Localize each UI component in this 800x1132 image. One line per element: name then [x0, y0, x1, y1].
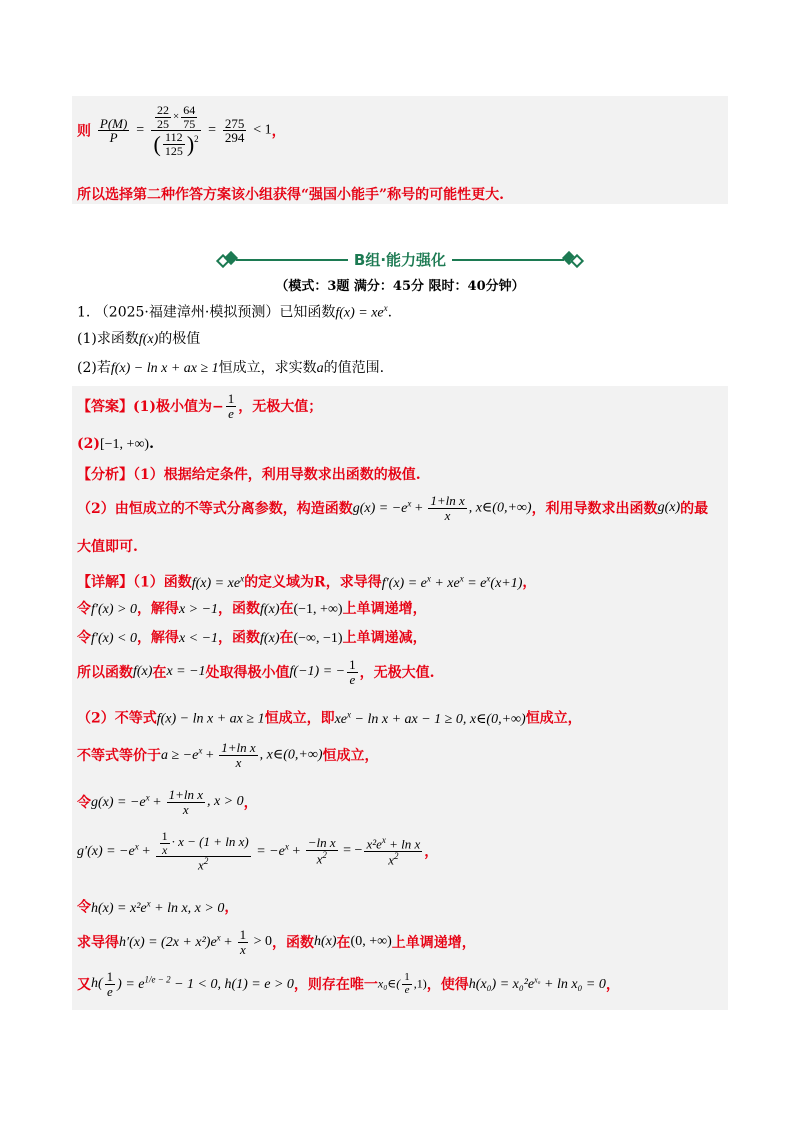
analysis-line-1: 【分析】（1）根据给定条件，利用导数求出函数的极值.	[77, 467, 421, 483]
conclusion-text: 所以选择第二种作答方案该小组获得“强国小能手”称号的可能性更大.	[77, 187, 504, 203]
minimum-line: 所以函数f(x)在x = −1处取得极小值f(−1) = − $\frac{1}{e}$ ，无极大值.	[77, 657, 435, 687]
answer-line-2: (2)[−1, +∞).	[77, 436, 154, 452]
section-banner	[218, 250, 582, 270]
detail-line-1: 【详解】（1）函数$f(x) = xe^x$的定义域为R，求导得$f'(x) = e^x + xe^x = e^x(x+1)$，	[77, 573, 537, 591]
g-definition-line: 令$g(x) = -e^x$ + $\frac{\text{1+ln x}}{x}$ , x > 0，	[77, 787, 258, 817]
increasing-line: 令f′(x) > 0，解得x > −1，函数f(x)在(−1, +∞)上单调递增，	[77, 601, 427, 617]
answer-line-1: 【答案】(1)极小值为− $\frac{1}{e}$ ，无极大值；	[77, 391, 323, 421]
problem-1: 1. （2025·福建漳州·模拟预测）已知函数$f(x) = xe^x$.	[77, 303, 393, 321]
analysis-line-2: （2）由恒成立的不等式分离参数，构造函数$g(x) = -e^x$ + $\frac{\text{1+ln x}}{x}$ , x∈(0,+∞)，利用导数求出函数g(x)的最	[77, 493, 709, 523]
problem-1-part-1: (1)求函数f(x)的极值	[77, 331, 201, 347]
zero-existence-line: 又h( $\frac{1}{e}$ ) = $e^{1/e - 2} - 1 < 0$, h(1) = e > 0，则存在唯一x₀∈( $\frac{1}{e}$ ,1)，使得$h(x_0) = x_0^2e^{x_0} + \ln x_0 = 0$，	[77, 969, 620, 999]
result-fraction: $\frac{275}{294}$	[224, 115, 245, 146]
part2-line-1: （2）不等式f(x) − ln x + ax ≥ 1恒成立，即$xe^x - \ln x$ + ax − 1 ≥ 0, x∈(0,+∞)恒成立，	[77, 709, 582, 727]
ratio-line: 则 $\frac{P(M)}{P}$ = $\frac{22}{25}$ × $\frac{64}{75}$ ( $\frac{112}{125}$ )$^2$ = $\frac{275}{294}$ < 1，	[77, 103, 286, 158]
analysis-line-3: 大值即可.	[77, 539, 138, 555]
upper-numerator: $\frac{22}{25}$ × $\frac{64}{75}$	[156, 103, 196, 131]
ratio-prefix: 则	[77, 123, 91, 140]
lower-denominator: ( $\frac{112}{125}$ )$^2$	[153, 130, 199, 158]
h-definition-line: 令$h(x) = x^2e^x + \ln x$, x > 0，	[77, 898, 239, 916]
section-subtitle: （模式：3题 满分：45分 限时：40分钟）	[275, 279, 525, 294]
equivalent-line: 不等式等价于$a \ge -e^x$ + $\frac{\text{1+ln x}}{x}$ , x∈(0,+∞)恒成立，	[77, 740, 379, 770]
ratio-fraction: $\frac{P(M)}{P}$	[99, 115, 128, 146]
decreasing-line: 令f′(x) < 0，解得x < −1，函数f(x)在(−∞, −1)上单调递减，	[77, 630, 427, 646]
g-derivative-line: $g'(x) = -e^x$ + $\frac{1}{x}$ · x − (1 + ln x) $x^2$ = $-e^x$ + $\frac{\text{−ln x}}{x^2}$ = − $\frac{x^2e^x + \ln x}{x^2}$ ，	[77, 829, 439, 873]
h-derivative-line: 求导得$h'(x) = (2x + x^2)e^x$ + $\frac{1}{x}$ > 0，函数h(x)在(0, +∞)上单调递增，	[77, 927, 476, 957]
section-title: B组·能力强化	[348, 251, 452, 269]
big-fraction	[151, 104, 201, 157]
problem-1-part-2: (2)若f(x) − ln x + ax ≥ 1恒成立，求实数a的值范围.	[77, 360, 385, 376]
